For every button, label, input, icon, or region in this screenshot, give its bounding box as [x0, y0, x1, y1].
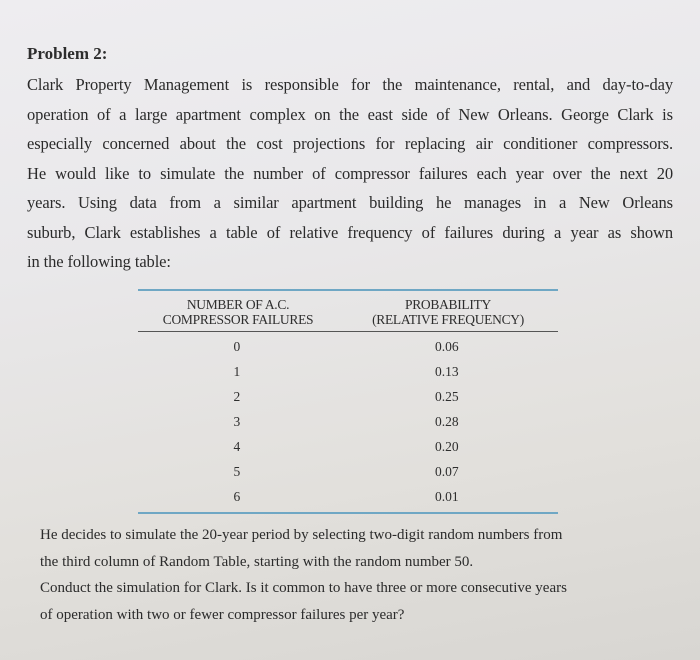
cell-probability: 0.28 [435, 414, 459, 429]
table-row [138, 409, 558, 434]
table-bottom-rule [138, 512, 558, 514]
table-row [138, 334, 558, 359]
header-failures: NUMBER OF A.C. COMPRESSOR FAILURES [162, 297, 314, 327]
intro-line: He would like to simulate the number of compressor failures each year over the next 20 [27, 163, 673, 183]
cell-failures: 4 [233, 439, 241, 454]
followup-line: the third column of Random Table, starting with the random number 50. [40, 553, 474, 570]
header-probability: PROBABILITY (RELATIVE FREQUENCY) [372, 297, 524, 327]
followup-line: He decides to simulate the 20-year period by selecting two-digit random numbers from [40, 527, 563, 543]
cell-failures: 2 [233, 389, 241, 404]
cell-failures: 6 [233, 489, 241, 504]
cell-probability: 0.25 [435, 389, 459, 404]
table-header-rule [138, 331, 558, 332]
intro-line: suburb, Clark establishes a table of relative frequency of failures during a year as shown [27, 222, 673, 242]
table-row [138, 434, 558, 459]
table-row [138, 384, 558, 409]
problem-intro [27, 70, 673, 277]
cell-probability: 0.06 [435, 339, 459, 354]
cell-probability: 0.20 [435, 439, 459, 454]
cell-failures: 1 [233, 364, 241, 379]
intro-line: in the following table: [27, 252, 171, 271]
intro-line: operation of a large apartment complex on the east side of New Orleans. George Clark is [27, 104, 673, 124]
cell-probability: 0.13 [435, 364, 459, 379]
table-row [138, 459, 558, 484]
cell-failures: 3 [233, 414, 241, 429]
cell-failures: 0 [233, 339, 241, 354]
cell-probability: 0.01 [435, 489, 459, 504]
table-top-rule [138, 289, 558, 291]
intro-line: especially concerned about the cost projections for replacing air conditioner compressors. [27, 134, 673, 153]
cell-probability: 0.07 [435, 464, 459, 479]
cell-failures: 5 [233, 464, 241, 479]
problem-title: Problem 2: [27, 44, 108, 63]
table-row [138, 359, 558, 384]
intro-line: years. Using data from a similar apartment building he manages in a New Orleans [27, 193, 673, 212]
followup-line: of operation with two or fewer compressor failures per year? [40, 606, 405, 623]
problem-followup [40, 522, 666, 628]
table-header [138, 297, 558, 327]
table-row [138, 484, 558, 509]
followup-line: Conduct the simulation for Clark. Is it common to have three or more consecutive years [40, 580, 567, 596]
intro-line: Clark Property Management is responsible for the maintenance, rental, and day-to-day [27, 75, 673, 94]
failure-probability-table [138, 289, 558, 514]
